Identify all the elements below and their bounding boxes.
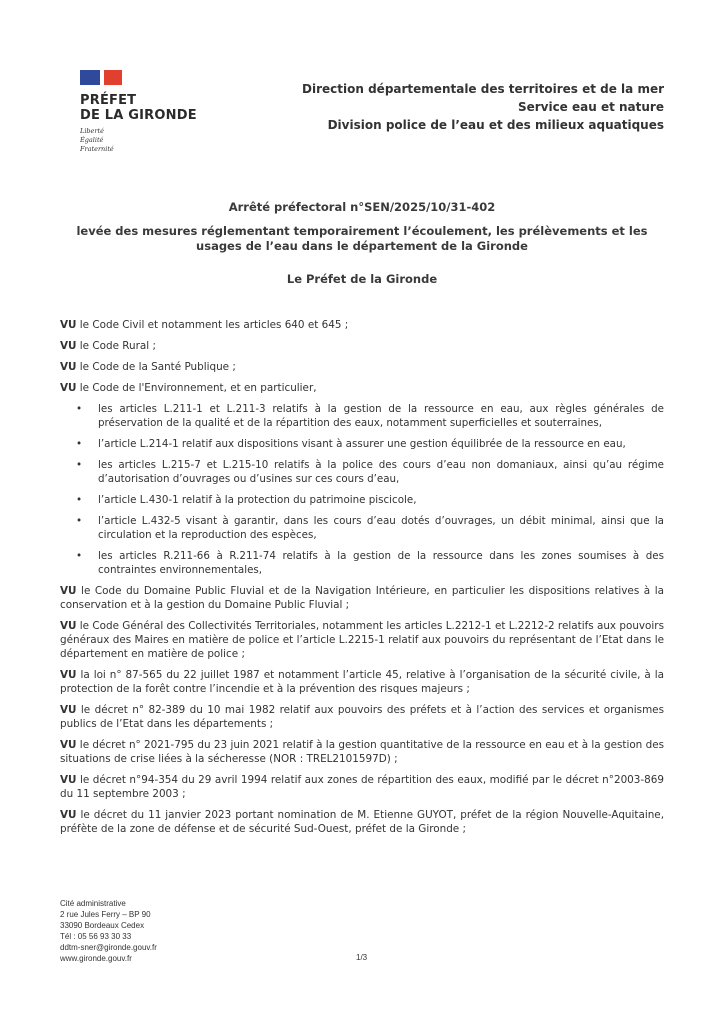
- visa-text: le Code Rural ;: [76, 340, 156, 352]
- visa-paragraph: [60, 808, 664, 836]
- visa-text: le décret du 11 janvier 2023 portant nomination de M. Etienne GUYOT, préfet de la région Nouvelle-Aquitaine, préfète de la zone de défense et de sécurité Sud-Ouest, préfet de la Gironde ;: [60, 809, 664, 835]
- bullet-icon: •: [76, 494, 83, 506]
- visa-paragraph: [60, 703, 664, 731]
- list-item-text: les articles R.211-66 à R.211-74 relatifs à la gestion de la ressource dans les zones soumises à des contraintes environnementales,: [98, 550, 664, 576]
- vu-label: VU: [60, 340, 77, 352]
- logo-title: [80, 93, 197, 123]
- motto: [80, 127, 197, 154]
- arrete-subject: [60, 224, 664, 254]
- vu-label: VU: [60, 669, 77, 681]
- visa-text: le Code Général des Collectivités Territoriales, notamment les articles L.2212-1 et L.2212-2 relatifs aux pouvoirs généraux des Maires en matière de police et l’article L.2215-1 relatif aux pouvoirs du représentant de l’Etat dans le département en matière de police ;: [60, 620, 664, 660]
- document-title: [60, 200, 664, 286]
- list-item: [60, 493, 664, 507]
- visa-paragraph: [60, 584, 664, 612]
- visa-paragraph: [60, 360, 664, 374]
- visa-text: le décret n°94-354 du 29 avril 1994 relatif aux zones de répartition des eaux, modifié par le décret n°2003-869 du 11 septembre 2003 ;: [60, 774, 664, 800]
- visa-text: le Code Civil et notamment les articles 640 et 645 ;: [76, 319, 349, 331]
- list-item-text: l’article L.214-1 relatif aux dispositions visant à assurer une gestion équilibrée de la ressource en eau,: [98, 438, 626, 450]
- vu-label: VU: [60, 739, 77, 751]
- service-name: Service eau et nature: [517, 100, 664, 114]
- visa-paragraph: [60, 318, 664, 332]
- visa-text: le décret n° 2021-795 du 23 juin 2021 relatif à la gestion quantitative de la ressource en eau et à la gestion des situations de crise liées à la sécheresse (NOR : TREL2101597D) ;: [60, 739, 664, 765]
- bullet-icon: •: [76, 550, 83, 562]
- environment-code-articles: [60, 402, 664, 577]
- motto-liberte: Liberté: [80, 127, 104, 135]
- footer-phone: Tél : 05 56 93 30 33: [60, 932, 132, 941]
- french-flag-icon: [80, 70, 122, 85]
- motto-egalite: Égalité: [80, 136, 104, 144]
- footer-website: www.gironde.gouv.fr: [60, 954, 132, 963]
- subject-line1: levée des mesures réglementant temporairement l’écoulement, les prélèvements et les: [76, 224, 648, 238]
- prefet-heading: Le Préfet de la Gironde: [286, 272, 438, 286]
- footer-email: ddtm-sner@gironde.gouv.fr: [60, 943, 157, 952]
- vu-label: VU: [60, 704, 77, 716]
- bullet-icon: •: [76, 515, 83, 527]
- logo-title-line2: DE LA GIRONDE: [80, 108, 197, 123]
- visa-paragraph: [60, 339, 664, 353]
- prefet-logo: [80, 70, 197, 154]
- list-item: [60, 514, 664, 542]
- list-item-text: les articles L.215-7 et L.215-10 relatifs à la police des cours d’eau non domaniaux, ainsi qu’au régime d’autorisation d’ouvrages ou d’usines sur ces cours d’eau,: [98, 459, 664, 485]
- division-name: Division police de l’eau et des milieux aquatiques: [327, 118, 664, 132]
- visa-text: le décret n° 82-389 du 10 mai 1982 relatif aux pouvoirs des préfets et à l’action des services et organismes publics de l’Etat dans les départements ;: [60, 704, 664, 730]
- vu-label: VU: [60, 361, 77, 373]
- visa-paragraph: [60, 773, 664, 801]
- visa-paragraph: [60, 668, 664, 696]
- list-item-text: l’article L.430-1 relatif à la protection du patrimoine piscicole,: [98, 494, 417, 506]
- visa-text: la loi n° 87-565 du 22 juillet 1987 et notamment l’article 45, relative à l’organisation de la sécurité civile, à la protection de la forêt contre l’incendie et à la prévention des risques majeurs ;: [60, 669, 664, 695]
- visa-paragraph: [60, 381, 664, 395]
- visa-text: le Code de l'Environnement, et en particulier,: [76, 382, 317, 394]
- vu-label: VU: [60, 774, 77, 786]
- visa-paragraph: [60, 619, 664, 661]
- list-item: [60, 549, 664, 577]
- bullet-icon: •: [76, 438, 83, 450]
- arrete-number: Arrêté préfectoral n°SEN/2025/10/31-402: [228, 200, 496, 214]
- list-item: [60, 437, 664, 451]
- issuing-service: [302, 80, 664, 134]
- vu-label: VU: [60, 319, 77, 331]
- vu-label: VU: [60, 809, 77, 821]
- footer-street: 2 rue Jules Ferry – BP 90: [60, 910, 151, 919]
- footer-city: 33090 Bordeaux Cedex: [60, 921, 145, 930]
- bullet-icon: •: [76, 403, 83, 415]
- direction-name: Direction départementale des territoires et de la mer: [302, 82, 664, 96]
- footer-building: Cité administrative: [60, 899, 126, 908]
- vu-label: VU: [60, 620, 77, 632]
- visa-paragraph: [60, 738, 664, 766]
- vu-label: VU: [60, 585, 77, 597]
- page-number: 1/3: [356, 953, 368, 962]
- list-item: [60, 458, 664, 486]
- footer-address: [60, 898, 157, 964]
- list-item: [60, 402, 664, 430]
- list-item-text: les articles L.211-1 et L.211-3 relatifs à la gestion de la ressource en eau, aux règles générales de préservation de la qualité et de la répartition des eaux, notamment superficielles et souterraines,: [98, 403, 664, 429]
- visa-text: le Code de la Santé Publique ;: [76, 361, 236, 373]
- bullet-icon: •: [76, 459, 83, 471]
- document-body: [60, 318, 664, 843]
- visa-text: le Code du Domaine Public Fluvial et de la Navigation Intérieure, en particulier les dispositions relatives à la conservation et à la gestion du Domaine Public Fluvial ;: [60, 585, 664, 611]
- list-item-text: l’article L.432-5 visant à garantir, dans les cours d’eau dotés d’ouvrages, un débit minimal, ainsi que la circulation et la reproduction des espèces,: [98, 515, 664, 541]
- vu-label: VU: [60, 382, 77, 394]
- subject-line2: usages de l’eau dans le département de la Gironde: [196, 239, 528, 253]
- logo-title-line1: PRÉFET: [80, 93, 137, 108]
- motto-fraternite: Fraternité: [80, 145, 114, 153]
